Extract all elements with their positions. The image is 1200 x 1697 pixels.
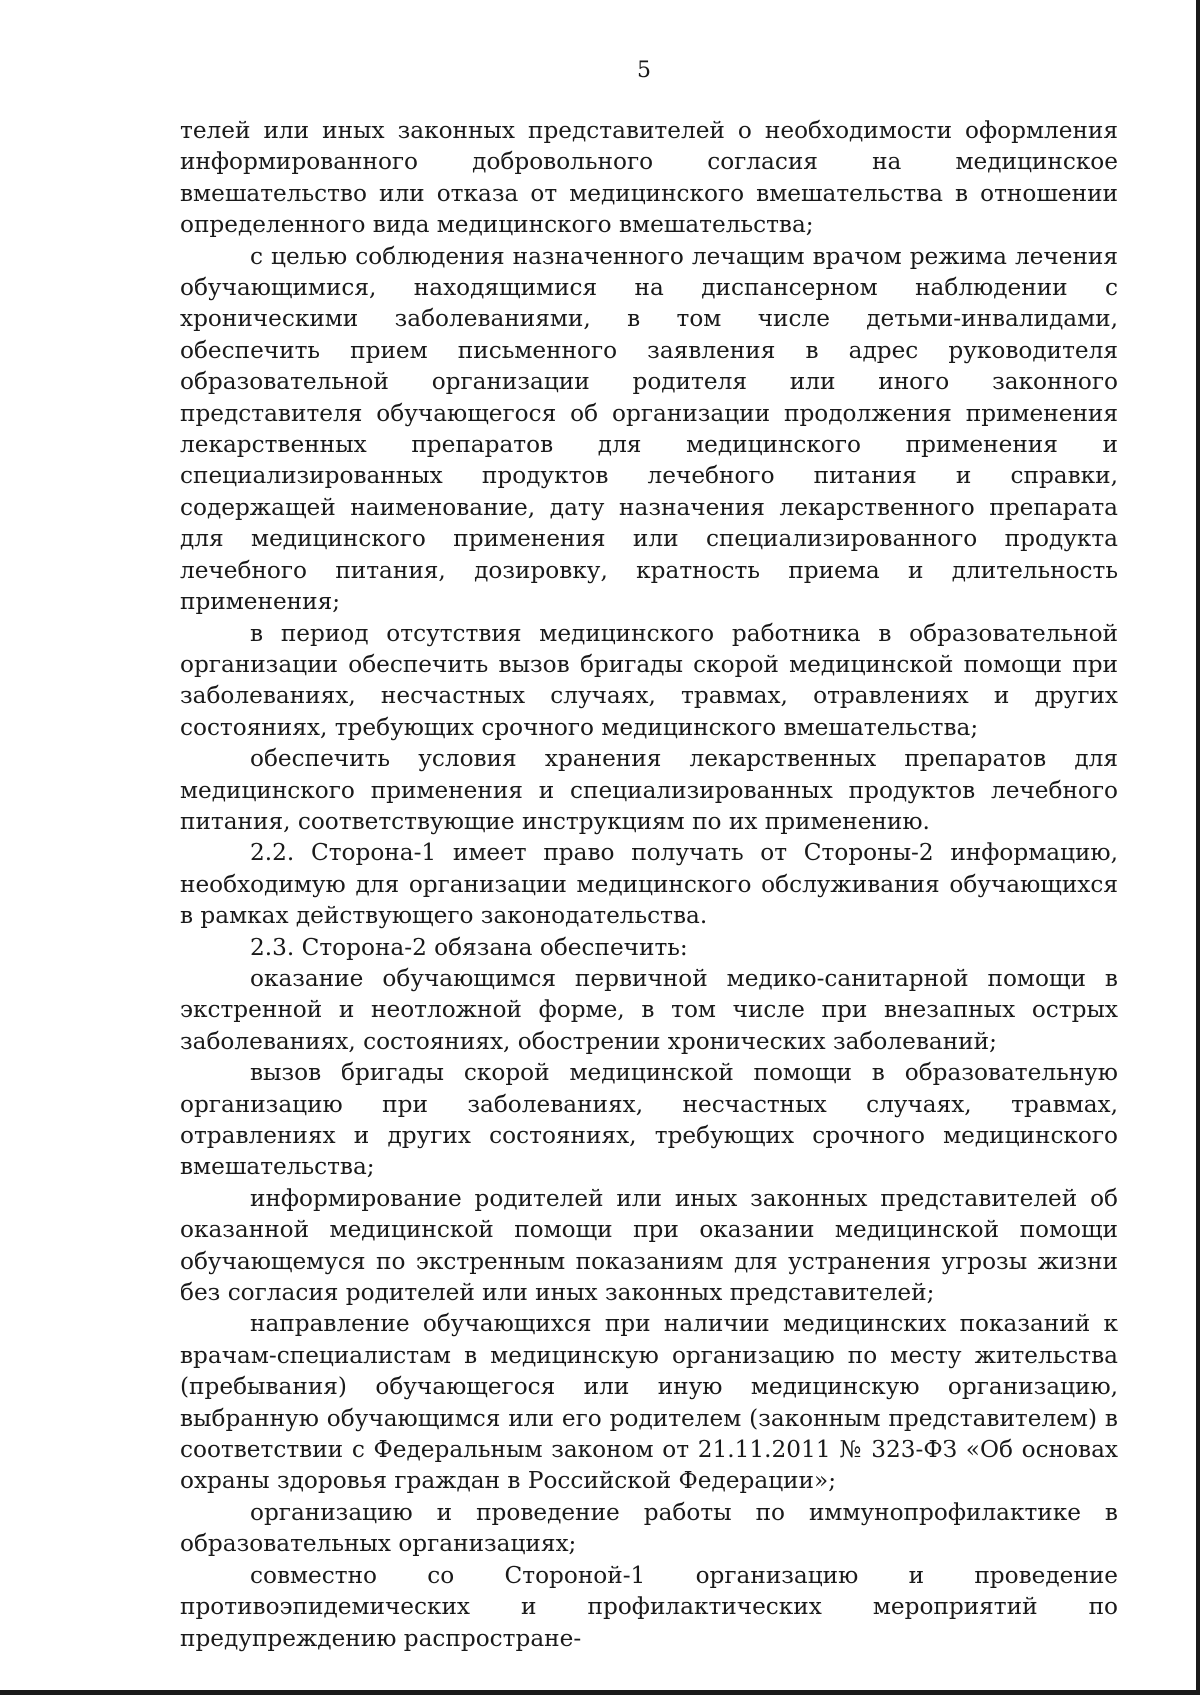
paragraph-referral: направление обучающихся при наличии медицинских показаний к врачам-специалистам в медицинскую организацию по месту жительства (пребывания) обучающегося или иную медицинскую организацию, выбранную обучающимся или его родителем (законным представителем) в соответствии с Федеральным законом от 21.11.2011 № 323-ФЗ «Об основах охраны здоровья граждан в Российской Федерации»;: [180, 1310, 1118, 1495]
paragraph-emergency-call-absence: в период отсутствия медицинского работника в образовательной организации обеспечить вызов бригады скорой медицинской помощи при заболеваниях, несчастных случаях, травмах, отравлениях и других состояниях, требующих срочного медицинского вмешательства;: [180, 619, 1118, 741]
paragraph-treatment-regime: с целью соблюдения назначенного лечащим врачом режима лечения обучающимися, находящимися на диспансерном наблюдении с хроническими заболеваниями, в том числе детьми-инвалидами, обеспечить прием письменного заявления в адрес руководителя образовательной организации родителя или иного законного представителя обучающегося об организации продолжения применения лекарственных препаратов для медицинского применения и специализированных продуктов лечебного питания и справки, содержащей наименование, дату назначения лекарственного препарата для медицинского применения или специализированного продукта лечебного питания, дозировку, кратность приема и длительность применения;: [180, 242, 1118, 616]
paragraph-storage-conditions: обеспечить условия хранения лекарственных препаратов для медицинского применения и специализированных продуктов лечебного питания, соответствующие инструкциям по их применению.: [180, 745, 1118, 835]
paragraph-continuation: телей или иных законных представителей о необходимости оформления информированного добровольного согласия на медицинское вмешательство или отказа от медицинского вмешательства в отношении определенного вида медицинского вмешательства;: [180, 117, 1118, 239]
paragraph-ambulance-call: вызов бригады скорой медицинской помощи в образовательную организацию при заболеваниях, несчастных случаях, травмах, отравлениях и других состояниях, требующих срочного медицинского вмешательства;: [180, 1059, 1118, 1181]
paragraph-informing-parents: информирование родителей или иных законных представителей об оказанной медицинской помощи при оказании медицинской помощи обучающемуся по экстренным показаниям для устранения угрозы жизни без согласия родителей или иных законных представителей;: [180, 1184, 1118, 1307]
paragraph-primary-care: оказание обучающимся первичной медико-санитарной помощи в экстренной и неотложной форме, в том числе при внезапных острых заболеваниях, состояниях, обострении хронических заболеваний;: [180, 964, 1118, 1055]
paragraph-clause-2-3: 2.3. Сторона-2 обязана обеспечить:: [250, 933, 688, 961]
paragraph-clause-2-2: 2.2. Сторона-1 имеет право получать от Стороны-2 информацию, необходимую для организации медицинского обслуживания обучающихся в рамках действующего законодательства.: [180, 839, 1118, 930]
document-body: [180, 115, 1118, 1654]
page-number: 5: [637, 58, 651, 83]
paragraph-antiepidemic: совместно со Стороной-1 организацию и проведение противоэпидемических и профилактических мероприятий по предупреждению распростране-: [180, 1561, 1118, 1652]
paragraph-immunoprophylaxis: организацию и проведение работы по иммунопрофилактике в образовательных организациях;: [180, 1498, 1118, 1558]
